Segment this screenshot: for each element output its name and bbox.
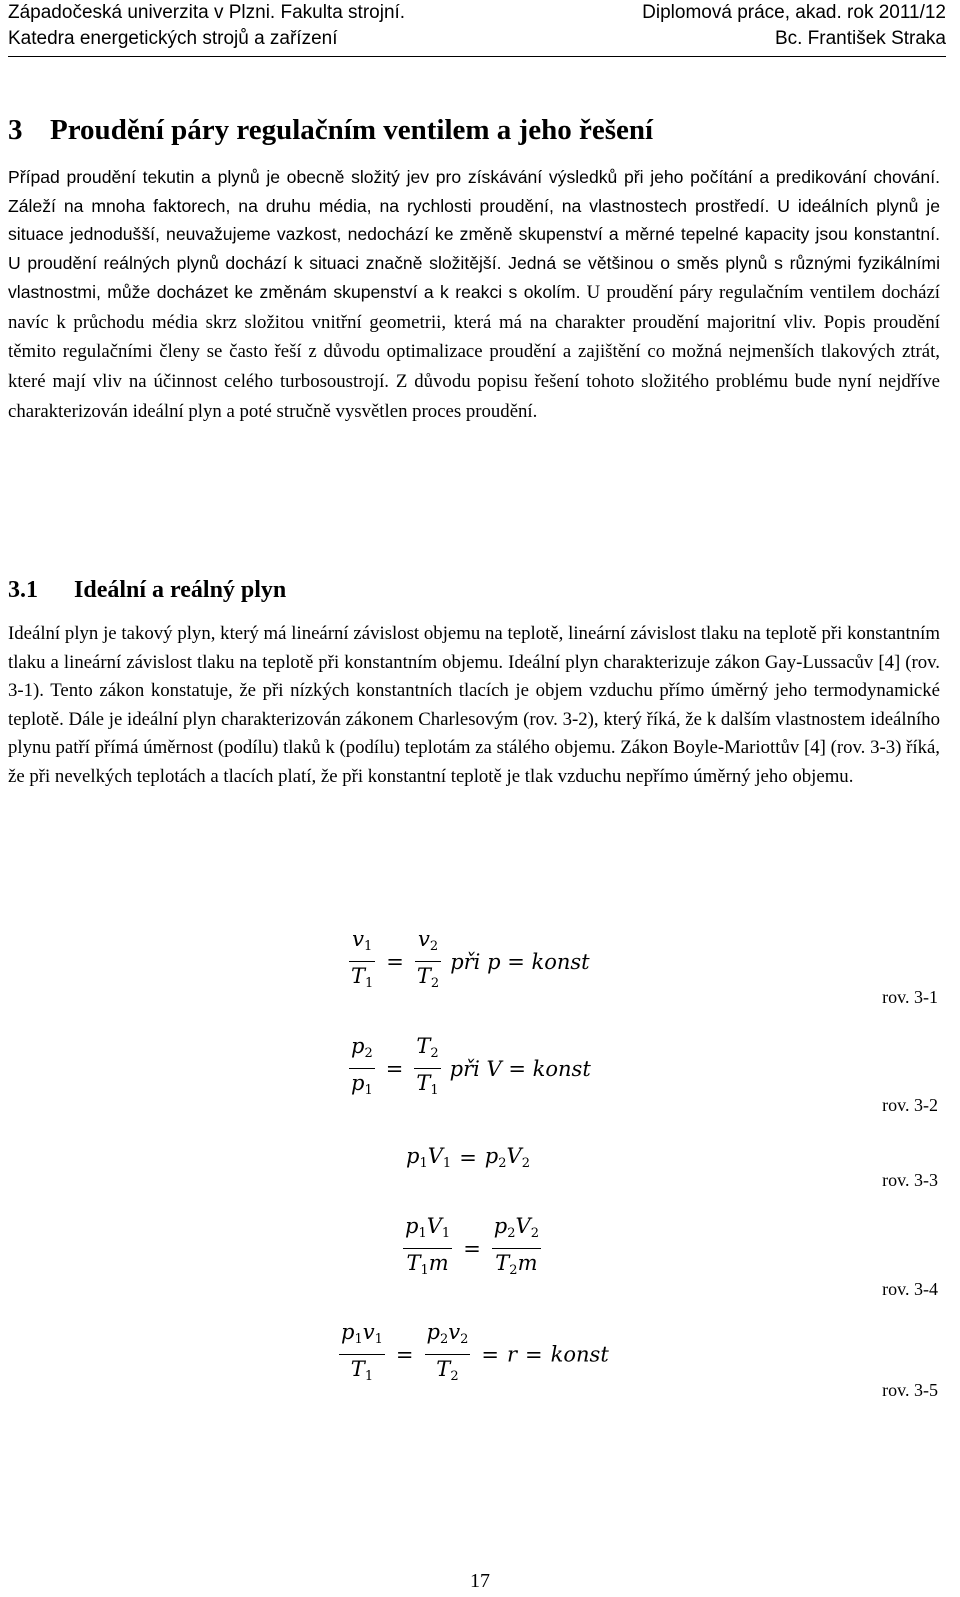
header-department: Katedra energetických strojů a zařízení: [8, 28, 338, 49]
header-university: Západočeská univerzita v Plzni. Fakulta strojní.: [8, 2, 406, 23]
equation-label-3-2: rov. 3-2: [882, 1095, 938, 1115]
equation-label-3-3: rov. 3-3: [882, 1170, 938, 1190]
section-heading: [8, 112, 653, 148]
header-rule: [8, 56, 946, 57]
equation-3-1: $\frac{v_1}{T_1}$ = $\frac{v_2}{T_2}$ při p = konst: [351, 927, 590, 991]
equation-3-2: $\frac{p_2}{p_1}$ = $\frac{T_2}{T_1}$ při V = konst: [351, 1034, 591, 1098]
section-paragraph-part2: U proudění páry regulačním ventilem dochází navíc k průchodu média skrz složitou vnitřní geometrii, která má na charakter proudění majoritní vliv. Popis proudění těmito regulačními členy se často řeší z důvodu optimalizace proudění a zajištění co možná nejmenších tlakových ztrát, které mají vliv na účinnost celého turbosoustrojí. Z důvodu popisu řešení tohoto složitého problému bude nyní nejdříve charakterizován ideální plyn a poté stručně vysvětlen proces proudění.: [8, 281, 940, 422]
equation-3-5: $\frac{p_1v_1}{T_1}$ = $\frac{p_2v_2}{T_2}$ = r = konst: [341, 1320, 609, 1384]
subsection-number: 3.1: [8, 577, 38, 603]
equation-3-3: $p_1V_1 = p_2V_2$: [406, 1144, 530, 1171]
eq5-rhs: konst: [550, 1342, 609, 1367]
equation-3-4: $\frac{p_1V_1}{T_1m}$ = $\frac{p_2V_2}{T_2m}$: [405, 1214, 539, 1278]
eq2-rhs: konst: [532, 1056, 591, 1081]
header-author: Bc. František Straka: [774, 28, 946, 49]
eq2-condition-text: při: [449, 1056, 480, 1081]
subsection-title: Ideální a reálný plyn: [74, 577, 287, 603]
section-title: Proudění páry regulačním ventilem a jeho řešení: [50, 114, 654, 146]
page-header-line-2: [8, 28, 946, 50]
equation-label-3-1: rov. 3-1: [882, 987, 938, 1007]
eq1-condition-var: p: [487, 949, 501, 974]
section-number: 3: [8, 114, 23, 146]
eq1-rhs: konst: [531, 949, 590, 974]
equation-label-3-5: rov. 3-5: [882, 1380, 938, 1400]
page-number: 17: [470, 1570, 490, 1592]
eq5-r: r: [507, 1342, 518, 1367]
header-thesis: Diplomová práce, akad. rok 2011/12: [642, 2, 946, 23]
subsection-paragraph: Ideální plyn je takový plyn, který má lineární závislost objemu na teplotě, lineární závislost tlaku na teplotě při konstantním tlaku a lineární závislost tlaku na teplotě při konstantním objemu. Ideální plyn charakterizuje zákon Gay-Lussacův [4] (rov. 3-1). Tento zákon konstatuje, že při nízkých konstantních tlacích je objem vzduchu přímo úměrný jeho termodynamické teplotě. Dále je ideální plyn charakterizován zákonem Charlesovým (rov. 3-2), který říká, že k dalším vlastnostem ideálního plynu patří přímá úměrnost (podílu) tlaků k (podílu) teplotám za stálého objemu. Zákon Boyle-Mariottův [4] (rov. 3-3) říká, že při nevelkých teplotách a tlacích platí, že při konstantní teplotě je tlak vzduchu nepřímo úměrný jeho objemu.: [8, 623, 940, 787]
page-header-line-1: [8, 2, 946, 24]
section-paragraph: [8, 163, 940, 426]
equation-label-3-4: rov. 3-4: [882, 1279, 938, 1299]
eq2-condition-var: V: [486, 1056, 502, 1081]
eq1-condition-text: při: [450, 949, 481, 974]
subsection-heading: [8, 574, 286, 606]
section-paragraph-part1: Případ proudění tekutin a plynů je obecně složitý jev pro získávání výsledků při jeho počítání a predikování chování. Záleží na mnoha faktorech, na druhu média, na rychlosti proudění, na vlastnostech prostředí. U ideálních plynů je situace jednodušší, neuvažujeme vazkost, nedochází ke změně skupenství a měrné tepelné kapacity jsou konstantní. U proudění reálných plynů dochází k situaci značně složitější. Jedná se většinou o směs plynů s různými fyzikálními vlastnostmi, může docházet ke změnám skupenství a k reakci s okolím.: [8, 167, 940, 302]
